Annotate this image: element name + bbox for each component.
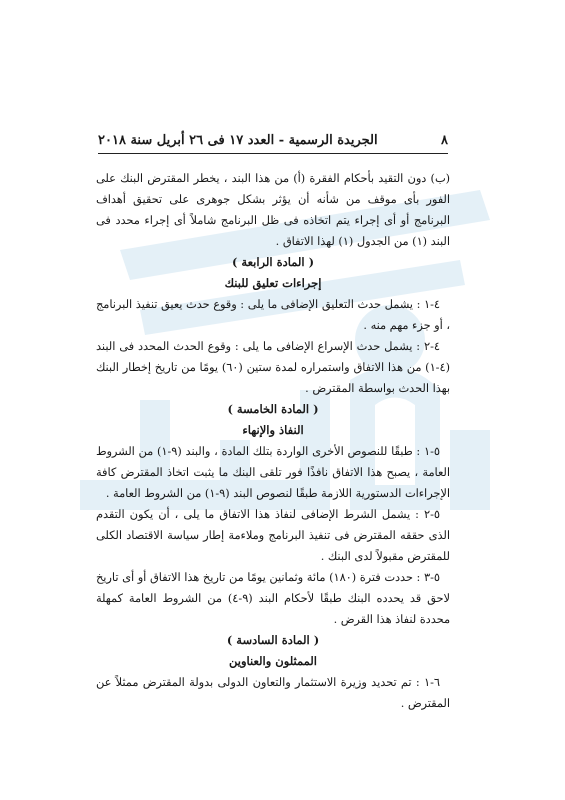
clause-4-1: ٤-١ : يشمل حدث التعليق الإضافى ما يلى : وقوع حدث يعيق تنفيذ البرنامج ، أو جزء مهم منه . [96,298,450,332]
clause-5-3: ٥-٣ : حددت فترة (١٨٠) مائة وثمانين يومًا من تاريخ هذا الاتفاق أو أى تاريخ لاحق قد يحدده البنك طبقًا لأحكام البند (٩-٤) من الشروط العامة كمهلة محددة لنفاذ هذا القرض . [96,571,450,626]
article-4-title: إجراءات تعليق للبنك [224,276,322,290]
article-4-heading: ( المادة الرابعة ) [231,255,315,269]
article-6-title: الممثلون والعناوين [229,654,317,668]
page-number: ٨ [441,133,448,148]
article-6-heading: ( المادة السادسة ) [226,633,320,647]
article-5-title: النفاذ والإنهاء [242,423,304,437]
article-5-heading: ( المادة الخامسة ) [227,402,319,416]
document-body [96,168,450,714]
clause-4-2: ٤-٢ : يشمل حدث الإسراع الإضافى ما يلى : وقوع الحدث المحدد فى البند (٤-١) من هذا الاتفاق واستمراره لمدة ستين (٦٠) يومًا من تاريخ إخطار البنك بهذا الحدث بواسطة المقترض . [96,340,450,395]
header-divider [98,153,448,154]
clause-6-1: ٦-١ : تم تحديد وزيرة الاستثمار والتعاون الدولى بدولة المقترض ممثلاً عن المقترض . [96,676,450,710]
page-header [98,133,448,148]
paragraph-b: (ب) دون التقيد بأحكام الفقرة (أ) من هذا البند ، يخطر المقترض البنك على الفور بأى موقف من شأنه أن يؤثر بشكل جوهرى على تحقيق أهداف البرنامج أو أى إجراء يتم اتخاذه فى ظل البرنامج شاملاً أى إجراء محدد فى البند (١) من الجدول (١) لهذا الاتفاق . [96,172,450,248]
clause-5-1: ٥-١ : طبقًا للنصوص الأخرى الواردة بتلك المادة ، والبند (٩-١) من الشروط العامة ، يصبح هذا الاتفاق نافذًا فور تلقى البنك ما يثبت اتخاذ المقترض كافة الإجراءات الدستورية اللازمة طبقًا لنصوص البند (٩-١) من الشروط العامة . [96,445,450,500]
clause-5-2: ٥-٢ : يشمل الشرط الإضافى لنفاذ هذا الاتفاق ما يلى ، أن يكون التقدم الذى حققه المقترض فى تنفيذ البرنامج وملاءمة إطار سياسة الاقتصاد الكلى للمقترض مقبولاً لدى البنك . [96,508,450,563]
gazette-title: الجريدة الرسمية - العدد ١٧ فى ٢٦ أبريل سنة ٢٠١٨ [98,133,378,148]
